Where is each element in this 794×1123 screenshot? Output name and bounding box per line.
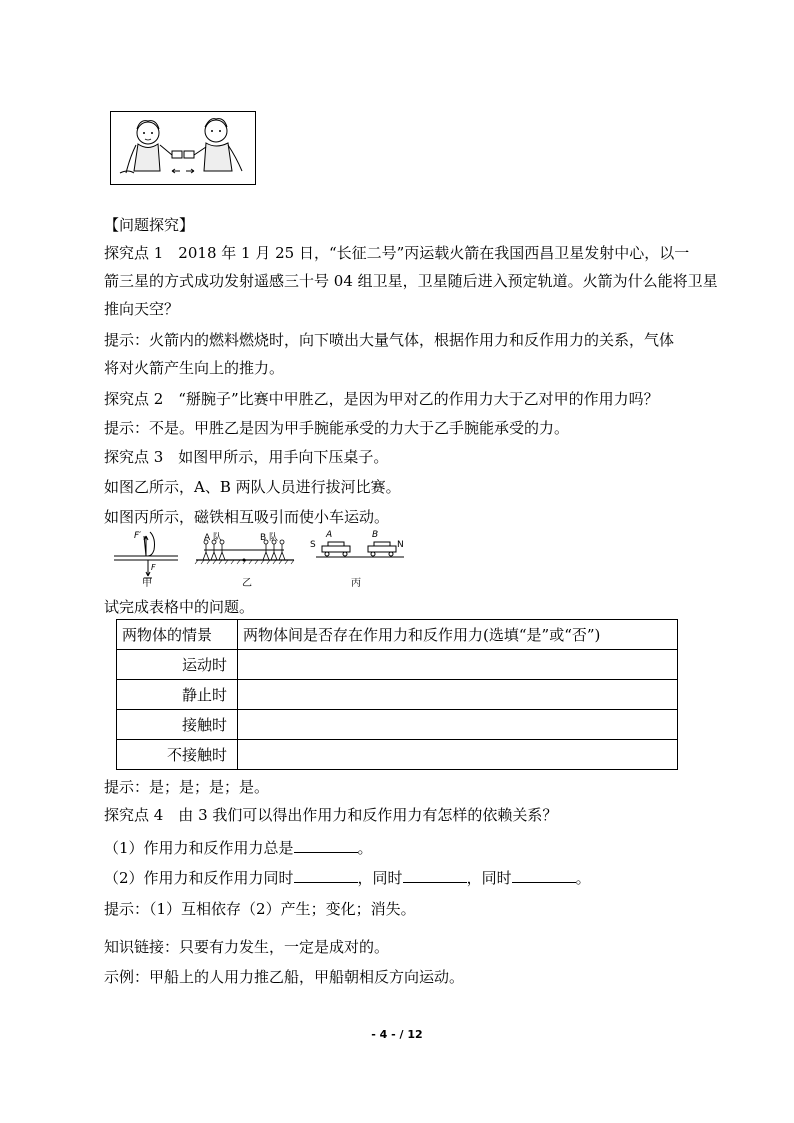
knowledge-link: 知识链接：只要有力发生，一定是成对的。 [104, 938, 390, 956]
table-row [117, 650, 678, 680]
table-cell-answer[interactable] [238, 710, 678, 740]
table-row [117, 740, 678, 770]
question-4-sub-1 [104, 836, 373, 858]
table-cell-answer[interactable] [238, 650, 678, 680]
question-3-line-1: 探究点 3 如图甲所示，用手向下压桌子。 [104, 448, 389, 466]
question-4-sub-1-text: （1）作用力和反作用力总是 [104, 839, 294, 857]
table-header-answer: 两物体间是否存在作用力和反作用力(选填“是”或“否”) [238, 620, 678, 650]
question-4-sub-2-end: 。 [575, 869, 591, 887]
question-4: 探究点 4 由 3 我们可以得出作用力和反作用力有怎样的依赖关系？ [104, 806, 558, 824]
table-cell-answer[interactable] [238, 680, 678, 710]
table-header-row [117, 620, 678, 650]
question-1-line-2: 箭三星的方式成功发射遥感三十号 04 组卫星，卫星随后进入预定轨道。火箭为什么能将卫星 [104, 272, 718, 290]
table-header-scenario: 两物体的情景 [117, 620, 238, 650]
table-cell-scenario: 静止时 [117, 680, 238, 710]
table-cell-scenario: 不接触时 [117, 740, 238, 770]
figure-bing-magnet-s: S [310, 540, 316, 550]
hint-3: 提示：是；是；是；是。 [104, 778, 270, 796]
question-1-line-1: 探究点 1 2018 年 1 月 25 日，“长征二号”丙运载火箭在我国西昌卫星发射中心，以一 [104, 244, 690, 262]
answer-blank[interactable] [294, 866, 358, 883]
hint-2: 提示：不是。甲胜乙是因为甲手腕能承受的力大于乙手腕能承受的力。 [104, 419, 570, 437]
question-4-sub-2-text: （2）作用力和反作用力同时 [104, 869, 294, 887]
question-4-sub-2-mid-2: ，同时 [466, 869, 512, 887]
hint-1-line-1: 提示：火箭内的燃料燃烧时，向下喷出大量气体，根据作用力和反作用力的关系，气体 [104, 331, 675, 349]
answer-blank[interactable] [403, 866, 467, 883]
table-cell-scenario: 接触时 [117, 710, 238, 740]
hint-1-line-2: 将对火箭产生向上的推力。 [104, 359, 285, 377]
table-cell-answer[interactable] [238, 740, 678, 770]
section-title: 【问题探究】 [104, 216, 195, 234]
table-row [117, 680, 678, 710]
example: 示例：甲船上的人用力推乙船，甲船朝相反方向运动。 [104, 968, 465, 986]
question-4-sub-2 [104, 866, 591, 888]
figure-bing-magnet-a: A [326, 530, 333, 540]
arm-wrestling-illustration [110, 111, 256, 185]
hint-4: 提示：（1）互相依存（2）产生；变化；消失。 [104, 900, 416, 918]
figure-yi-team-b: B 队 [260, 533, 279, 543]
question-table [116, 619, 678, 770]
question-3-line-2: 如图乙所示，A、B 两队人员进行拔河比赛。 [104, 478, 401, 496]
answer-blank[interactable] [294, 836, 358, 853]
question-3-line-3: 如图丙所示，磁铁相互吸引而使小车运动。 [104, 508, 390, 526]
question-2: 探究点 2 “掰腕子”比赛中甲胜乙，是因为甲对乙的作用力大于乙对甲的作用力吗？ [104, 390, 659, 408]
figure-jia-caption: 甲 [142, 578, 152, 589]
question-1-line-3: 推向天空？ [104, 300, 180, 318]
table-row [117, 710, 678, 740]
figure-bing-magnet-n: N [397, 540, 404, 550]
question-4-sub-1-end: 。 [357, 839, 373, 857]
figure-bing-caption: 丙 [351, 578, 361, 589]
table-intro: 试完成表格中的问题。 [104, 598, 255, 616]
table-cell-scenario: 运动时 [117, 650, 238, 680]
answer-blank[interactable] [512, 866, 576, 883]
figure-yi-caption: 乙 [242, 578, 252, 589]
figure-jia-force-f: F [151, 563, 156, 572]
question-4-sub-2-mid-1: ，同时 [357, 869, 403, 887]
page-number: - 4 - / 12 [371, 1028, 423, 1041]
figure-bing-magnet-b: B [372, 530, 379, 540]
figure-yi-team-a: A 队 [204, 533, 223, 543]
figure-jia-force-f-prime: F′ [134, 531, 142, 541]
